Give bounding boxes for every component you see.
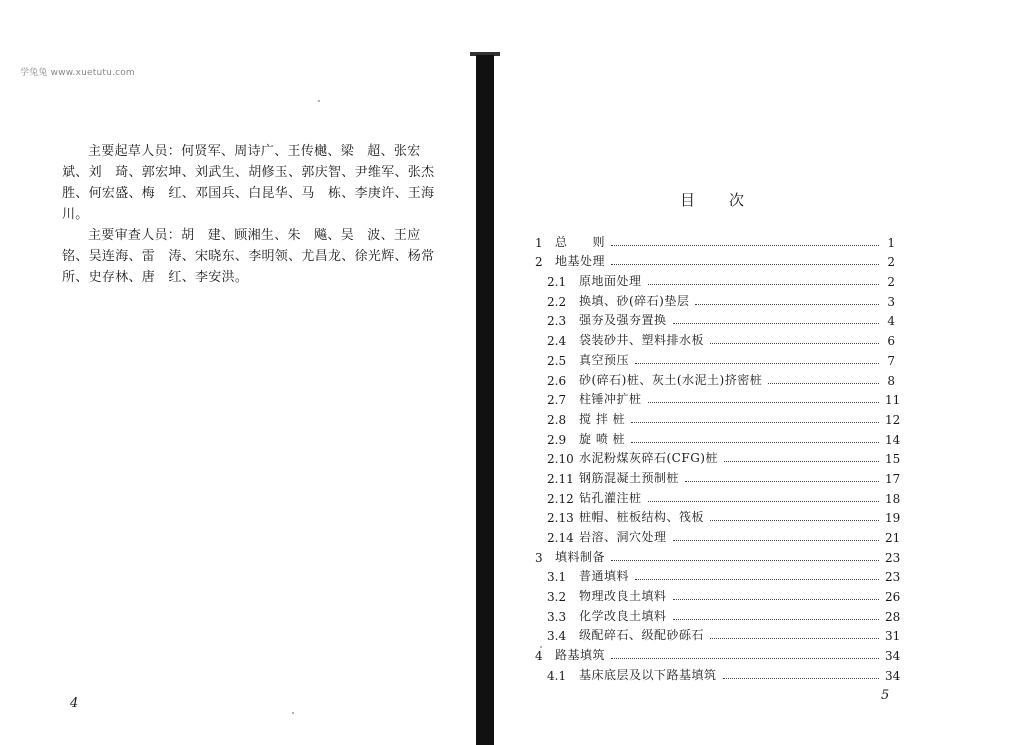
toc-entry-page: 28 [885,609,901,624]
toc-dot-leader [724,461,879,462]
toc-entry-number: 2.10 [547,452,574,467]
toc-entry-page: 15 [885,452,901,467]
toc-entry-number: 2.4 [547,334,567,349]
toc-entry-page: 23 [885,570,901,585]
toc-entry-number: 3.2 [547,590,567,605]
toc-entry-label: 岩溶、洞穴处理 [579,530,667,544]
toc-entry[interactable] [535,328,895,348]
toc-entry-page: 21 [885,531,901,545]
toc-entry-label: 填料制备 [555,549,606,564]
toc-entry-label: 化学改良土填料 [579,608,667,623]
toc-dot-leader [723,678,879,679]
toc-dot-leader [673,619,879,620]
toc-dot-leader [710,638,879,639]
toc-entry[interactable] [535,388,901,408]
toc-entry[interactable] [535,525,901,545]
toc-entry-number: 2.13 [547,511,574,526]
toc-entry[interactable] [535,230,895,250]
toc-dot-leader [635,363,879,364]
toc-entry[interactable] [535,466,901,486]
toc-title: 目次 [680,191,779,209]
table-of-contents [535,230,901,683]
toc-dot-leader [710,520,879,521]
toc-entry[interactable] [535,663,901,683]
toc-entry-label: 级配碎石、级配砂砾石 [579,628,705,643]
toc-entry-label: 基床底层及以下路基填筑 [579,667,717,682]
toc-entry-number: 2 [535,255,543,270]
watermark: 学兔兔 www.xuetutu.com [20,68,135,78]
toc-entry-label: 钻孔灌注桩 [579,490,642,505]
toc-entry[interactable] [535,250,895,270]
toc-dot-leader [631,442,879,443]
toc-entry[interactable] [535,643,901,664]
toc-entry-number: 3.4 [547,629,567,644]
toc-entry-number: 1 [535,235,543,250]
scan-speck [292,712,294,714]
toc-entry-page: 2 [887,275,895,290]
toc-entry-label: 换填、砂(碎石)垫层 [579,293,690,308]
toc-entry[interactable] [535,368,895,388]
toc-dot-leader [631,422,879,423]
toc-entry[interactable] [535,348,895,368]
toc-entry-number: 2.8 [547,412,567,427]
toc-dot-leader [673,323,879,324]
toc-entry-page: 17 [885,471,901,486]
toc-entry-page: 18 [885,491,901,506]
drafters-paragraph: 主要起草人员：何贤军、周诗广、王传樾、梁 超、张宏斌、刘 琦、郭宏坤、刘武生、胡修玉、郭庆智、尹维军、张杰胜、何宏盛、梅 红、邓国兵、白昆华、马 栋、李庚许、王海川。 [62,144,435,222]
toc-entry-label: 普通填料 [579,569,630,584]
toc-entry-label: 旋 喷 桩 [579,431,626,446]
toc-dot-leader [673,540,879,541]
toc-entry-label: 总 则 [555,234,606,249]
scan-speck [318,100,320,102]
toc-entry-label: 路基填筑 [555,648,606,663]
toc-dot-leader [611,560,879,561]
toc-entry-label: 原地面处理 [579,274,642,289]
toc-entry[interactable] [535,486,901,506]
toc-dot-leader [611,264,879,265]
toc-entry-number: 2.9 [547,432,567,447]
toc-entry-number: 2.1 [547,275,567,290]
toc-entry-number: 3 [535,550,543,565]
toc-entry-page: 1 [887,235,895,250]
toc-entry-label: 砂(碎石)桩、灰土(水泥土)挤密桩 [579,372,763,387]
toc-entry-page: 34 [885,649,901,664]
toc-entry-page: 14 [885,432,901,447]
toc-entry[interactable] [535,584,901,605]
left-page-number: 4 [70,696,79,711]
toc-entry-number: 2.3 [547,314,567,329]
toc-entry-number: 3.3 [547,609,567,624]
toc-dot-leader [611,245,879,246]
toc-entry-number: 2.14 [547,531,574,545]
toc-entry-label: 钢筋混凝土预制桩 [579,470,680,485]
toc-entry-number: 2.12 [547,491,574,506]
toc-entry-label: 搅 拌 桩 [579,411,626,426]
toc-dot-leader [685,481,879,482]
toc-entry-label: 柱锤冲扩桩 [579,392,642,407]
toc-entry-number: 2.2 [547,294,567,309]
toc-entry-page: 7 [887,353,895,368]
toc-dot-leader [611,658,879,659]
toc-entry-page: 3 [887,294,895,309]
toc-entry-label: 桩帽、桩板结构、筏板 [579,510,705,525]
toc-entry[interactable] [535,545,901,565]
toc-entry-page: 31 [885,629,901,644]
toc-entry-page: 6 [887,334,895,349]
toc-entry-number: 4.1 [547,668,567,683]
toc-dot-leader [710,343,879,344]
toc-entry-label: 强夯及强夯置换 [579,313,667,328]
toc-entry-label: 地基处理 [555,254,606,269]
book-spine [476,55,494,745]
toc-entry[interactable] [535,604,901,624]
toc-entry-page: 11 [885,393,901,408]
toc-entry[interactable] [535,269,895,289]
toc-entry[interactable] [535,309,895,329]
toc-entry[interactable] [535,427,901,447]
toc-dot-leader [673,599,879,600]
toc-entry-number: 2.11 [547,471,574,486]
toc-entry[interactable] [535,447,901,467]
toc-entry-page: 2 [887,255,895,270]
toc-entry-page: 19 [885,511,901,526]
toc-entry-page: 23 [885,550,901,565]
toc-entry-number: 2.5 [547,353,567,368]
drafters-text [62,141,442,288]
toc-entry-page: 34 [885,668,901,683]
toc-entry-number: 2.7 [547,393,567,408]
reviewers-paragraph: 主要审查人员：胡 建、顾湘生、朱 飚、吴 波、王应铭、吴连海、雷 涛、宋晓东、李明领、尤昌龙、徐光辉、杨常所、史存林、唐 红、李安洪。 [62,228,435,285]
toc-dot-leader [648,402,879,403]
toc-entry[interactable] [535,289,895,309]
toc-entry[interactable] [535,624,901,644]
toc-entry-page: 8 [887,373,895,388]
toc-entry-label: 袋装砂井、塑料排水板 [579,333,705,348]
toc-dot-leader [635,579,879,580]
toc-entry-label: 真空预压 [579,352,630,367]
right-page-number: 5 [881,688,890,703]
scan-speck [540,646,542,648]
toc-entry-label: 物理改良土填料 [579,589,667,604]
toc-entry-number: 2.6 [547,373,567,388]
toc-entry[interactable] [535,506,901,526]
toc-dot-leader [648,501,879,502]
toc-entry-number: 3.1 [547,570,567,585]
toc-entry-label: 水泥粉煤灰碎石(CFG)桩 [579,451,718,466]
toc-entry-page: 26 [885,590,901,605]
toc-entry[interactable] [535,407,901,427]
toc-dot-leader [695,304,879,305]
toc-entry-page: 4 [887,314,895,329]
toc-dot-leader [768,383,879,384]
toc-entry-page: 12 [885,412,901,427]
toc-entry[interactable] [535,565,901,585]
toc-entry-number: 4 [535,649,543,664]
toc-dot-leader [648,284,879,285]
